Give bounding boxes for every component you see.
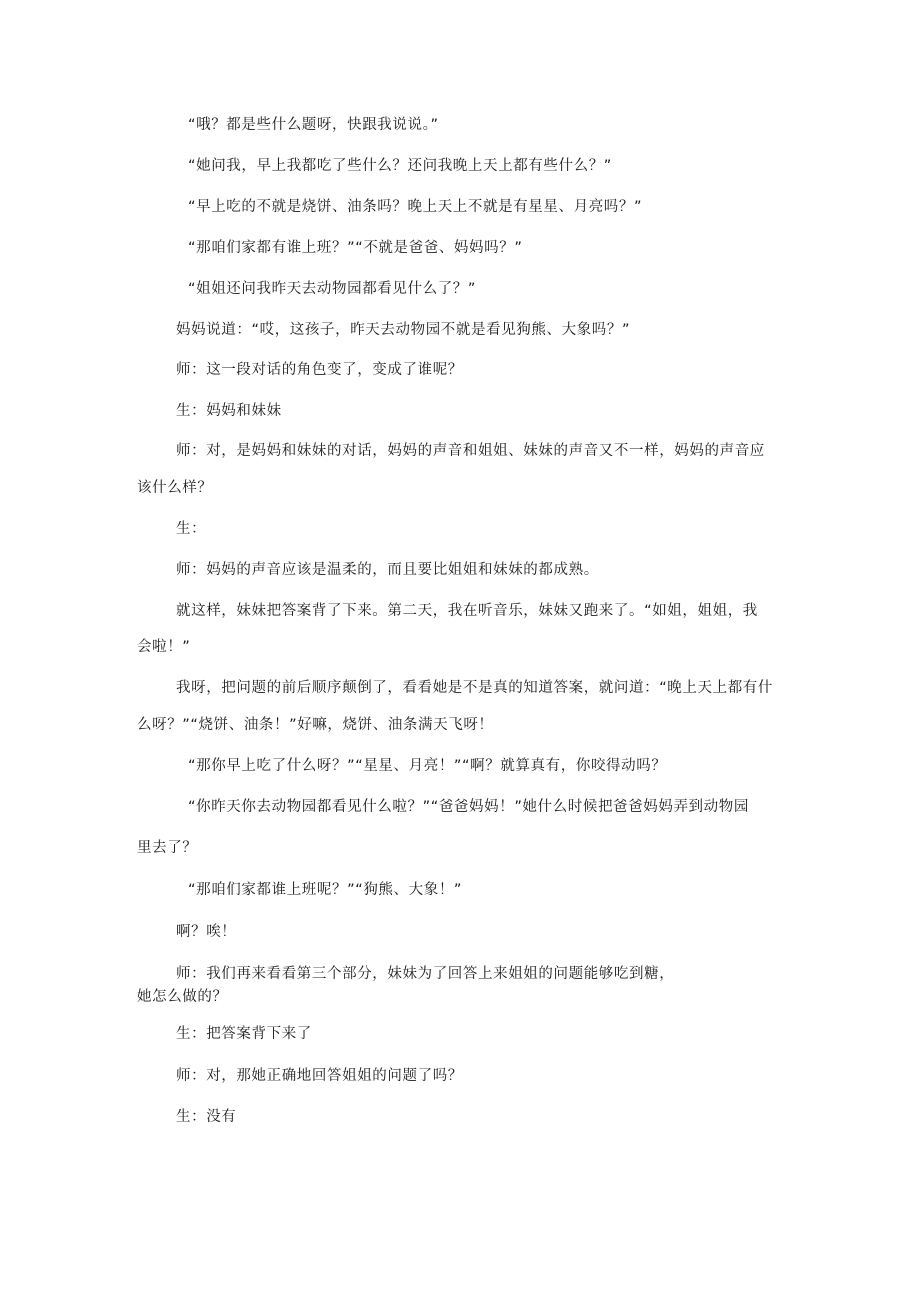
text-line: “那咱们家都谁上班呢？”“狗熊、大象！” bbox=[188, 882, 463, 898]
text-line: “那咱们家都有谁上班？”“不就是爸爸、妈妈吗？” bbox=[188, 240, 523, 256]
text-line: 生：把答案背下来了 bbox=[176, 1026, 312, 1042]
text-line: 会啦！” bbox=[137, 639, 191, 655]
text-line: 师：这一段对话的角色变了，变成了谁呢？ bbox=[176, 362, 463, 378]
text-line: “你昨天你去动物园都看见什么啦？”“爸爸妈妈！”她什么时候把爸爸妈妈弄到动物园 bbox=[188, 799, 749, 815]
text-line: 生：没有 bbox=[176, 1109, 237, 1125]
text-line: 就这样，妹妹把答案背了下来。第二天，我在听音乐，妹妹又跑来了。“如姐，姐姐，我 bbox=[176, 603, 758, 619]
text-line: 该什么样？ bbox=[137, 480, 213, 496]
text-line: 师：我们再来看看第三个部分，妹妹为了回答上来姐姐的问题能够吃到糖， bbox=[176, 966, 675, 982]
text-line: 么呀？”“烧饼、油条！”好嘛，烧饼、油条满天飞呀！ bbox=[137, 717, 494, 733]
text-line: 生：妈妈和妹妹 bbox=[176, 403, 282, 419]
text-line: 里去了？ bbox=[137, 840, 198, 856]
text-line: “姐姐还问我昨天去动物园都看见什么了？” bbox=[188, 281, 477, 297]
text-line: 她怎么做的？ bbox=[137, 989, 228, 1005]
text-line: 师：对，那她正确地回答姐姐的问题了吗？ bbox=[176, 1068, 463, 1084]
text-line: 师：妈妈的声音应该是温柔的，而且要比姐姐和妹妹的都成熟。 bbox=[176, 562, 599, 578]
text-line: 师：对，是妈妈和妹妹的对话，妈妈的声音和姐姐、妹妹的声音又不一样，妈妈的声音应 bbox=[176, 443, 765, 459]
text-line: 生： bbox=[176, 521, 207, 537]
text-line: 我呀，把问题的前后顺序颠倒了，看看她是不是真的知道答案，就问道：“晚上天上都有什 bbox=[176, 680, 774, 696]
text-line: “那你早上吃了什么呀？”“星星、月亮！”“啊？就算真有，你咬得动吗？ bbox=[188, 758, 667, 774]
text-line: “哦？都是些什么题呀，快跟我说说。” bbox=[188, 117, 439, 133]
text-line: “早上吃的不就是烧饼、油条吗？晚上天上不就是有星星、月亮吗？” bbox=[188, 199, 643, 215]
text-line: 啊？唉！ bbox=[176, 924, 237, 940]
text-line: “她问我，早上我都吃了些什么？还问我晚上天上都有些什么？” bbox=[188, 158, 612, 174]
text-line: 妈妈说道：“哎，这孩子，昨天去动物园不就是看见狗熊、大象吗？” bbox=[176, 322, 631, 338]
